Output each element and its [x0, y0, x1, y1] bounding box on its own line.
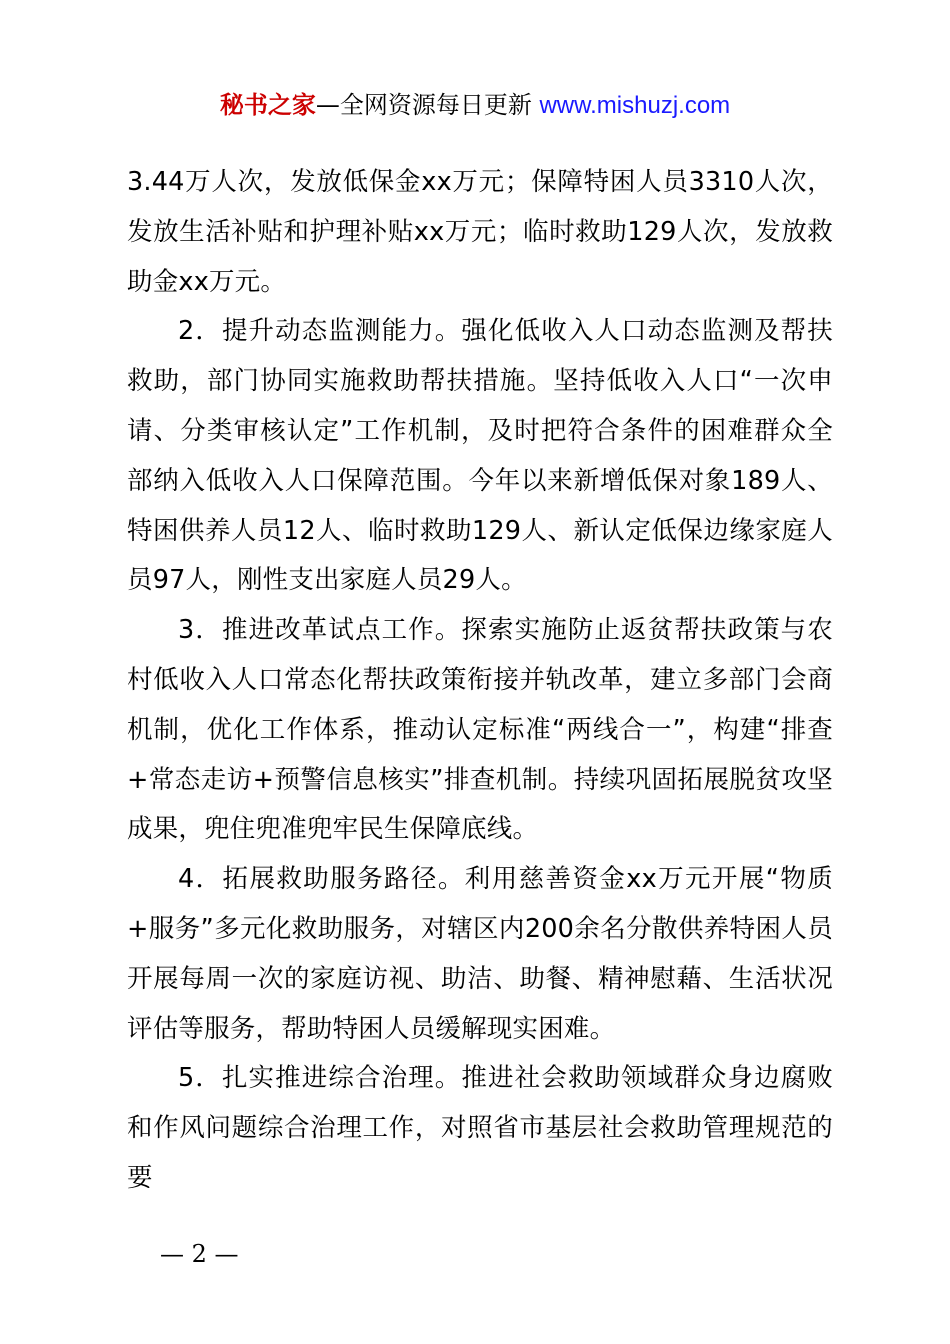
page-number: — 2 — — [160, 1240, 239, 1268]
site-url-link[interactable]: www.mishuzj.com — [539, 92, 731, 119]
paragraph-continued: 3.44万人次，发放低保金xx万元；保障特困人员3310人次，发放生活补贴和护理补贴xx万元；临时救助129人次，发放救助金xx万元。 — [127, 167, 833, 297]
paragraph-item-3: 3．推进改革试点工作。探索实施防止返贫帮扶政策与农村低收入人口常态化帮扶政策衔接并轨改革，建立多部门会商机制，优化工作体系，推动认定标准“两线合一”，构建“排查+常态走访+预警信息核实”排查机制。持续巩固拓展脱贫攻坚成果，兜住兜准兜牢民生保障底线。 — [127, 615, 833, 845]
paragraph-item-4: 4．拓展救助服务路径。利用慈善资金xx万元开展“物质+服务”多元化救助服务，对辖区内200余名分散供养特困人员开展每周一次的家庭访视、助洁、助餐、精神慰藉、生活状况评估等服务，帮助特困人员缓解现实困难。 — [127, 864, 833, 1044]
document-body — [127, 158, 833, 1204]
paragraph-item-5: 5．扎实推进综合治理。推进社会救助领域群众身边腐败和作风问题综合治理工作，对照省市基层社会救助管理规范的要 — [127, 1063, 833, 1193]
site-tagline: —全网资源每日更新 — [315, 91, 540, 119]
paragraph-item-2: 2．提升动态监测能力。强化低收入人口动态监测及帮扶救助，部门协同实施救助帮扶措施。坚持低收入人口“一次申请、分类审核认定”工作机制，及时把符合条件的困难群众全部纳入低收入人口保障范围。今年以来新增低保对象189人、特困供养人员12人、临时救助129人、新认定低保边缘家庭人员97人，刚性支出家庭人员29人。 — [127, 316, 833, 596]
site-header — [0, 88, 950, 123]
site-brand: 秘书之家 — [219, 91, 316, 119]
